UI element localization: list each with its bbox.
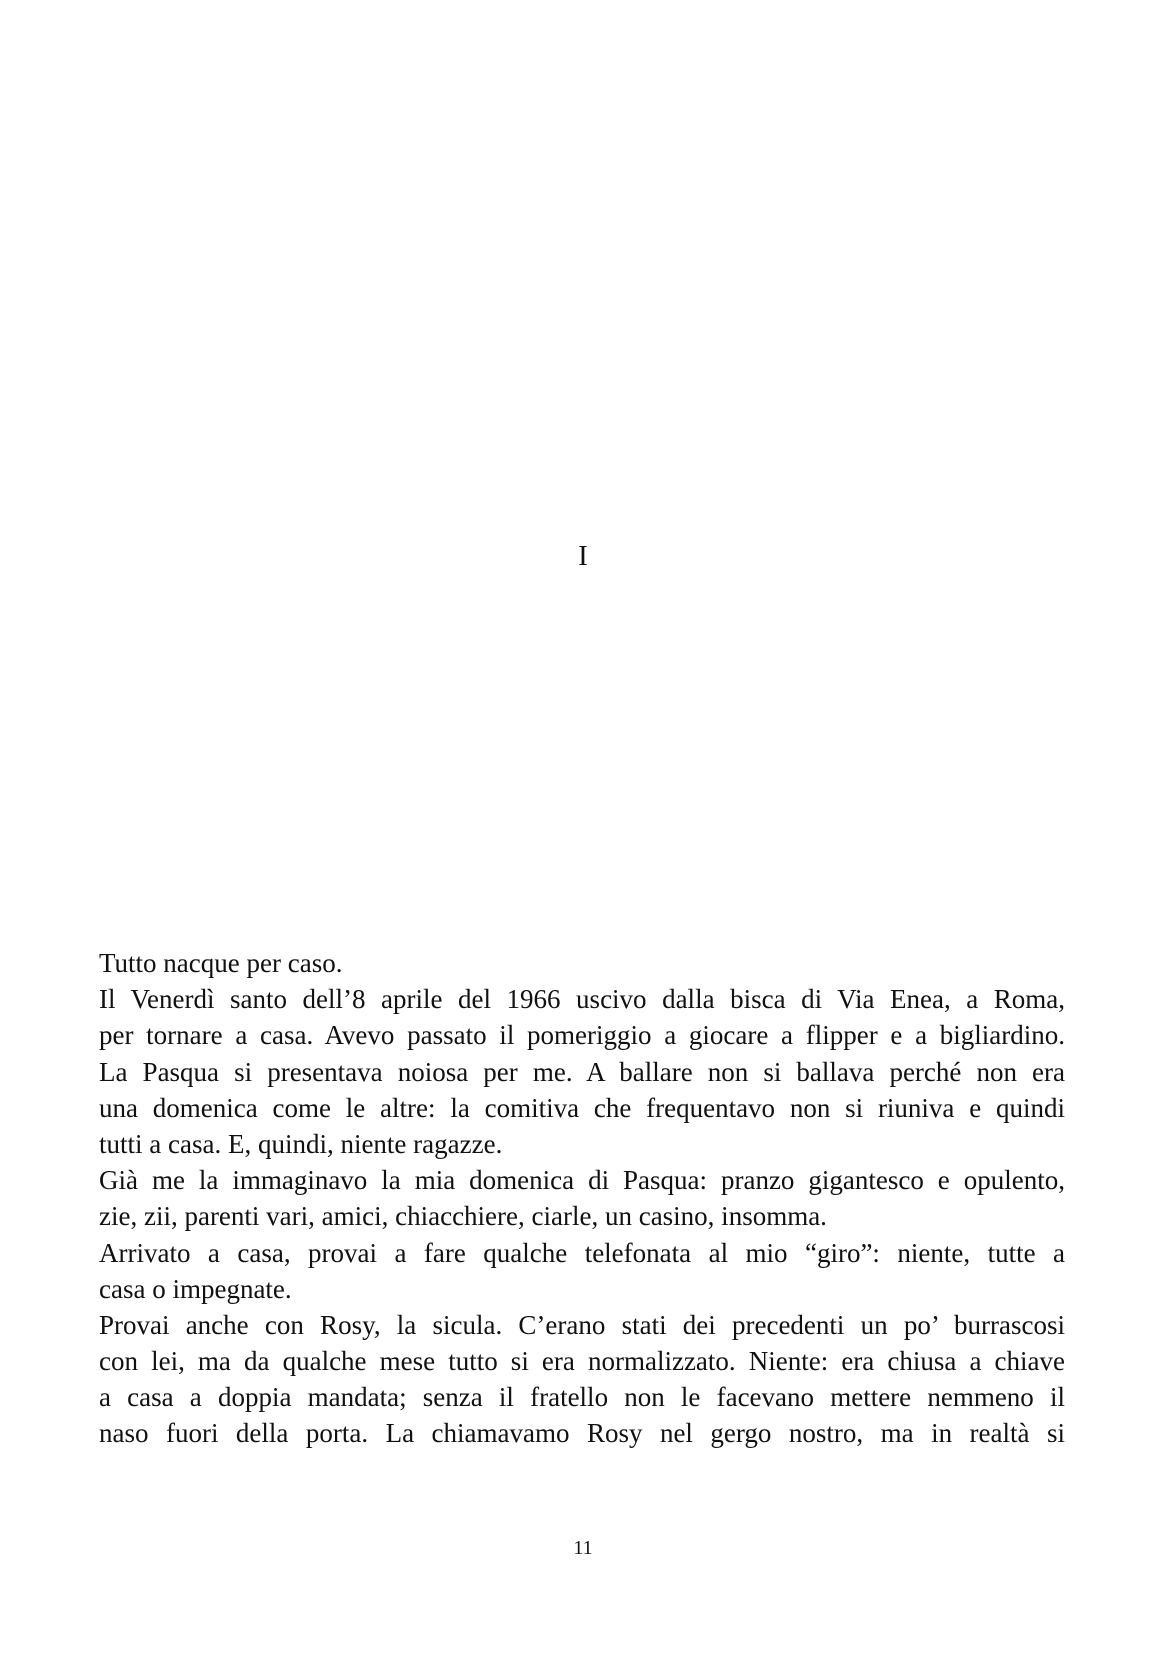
text-line: per tornare a casa. Avevo passato il pomeriggio a giocare a flipper e a bigliardino. <box>99 1020 1065 1051</box>
text-line: una domenica come le altre: la comitiva che frequentavo non si riuniva e quindi <box>99 1092 1065 1123</box>
text-line: Tutto nacque per caso. <box>99 948 343 978</box>
text-line: casa o impegnate. <box>99 1273 292 1304</box>
text-line: zie, zii, parenti vari, amici, chiacchiere, ciarle, un casino, insomma. <box>99 1201 827 1232</box>
text-line: Arrivato a casa, provai a fare qualche telefonata al mio “giro”: niente, tutte a <box>99 1237 1065 1268</box>
text-line: La Pasqua si presentava noiosa per me. A ballare non si ballava perché non era <box>99 1056 1065 1087</box>
body-text <box>99 945 1065 1452</box>
text-line: con lei, ma da qualche mese tutto si era normalizzato. Niente: era chiusa a chiave <box>99 1346 1065 1377</box>
page-number: 11 <box>573 1537 593 1559</box>
text-line: Già me la immaginavo la mia domenica di Pasqua: pranzo gigantesco e opulento, <box>99 1165 1065 1196</box>
text-line: Il Venerdì santo dell’8 aprile del 1966 uscivo dalla bisca di Via Enea, a Roma, <box>99 984 1065 1015</box>
text-line: Provai anche con Rosy, la sicula. C’erano stati dei precedenti un po’ burrascosi <box>99 1309 1065 1340</box>
text-line: a casa a doppia mandata; senza il fratello non le facevano mettere nemmeno il <box>99 1382 1065 1413</box>
text-line: tutti a casa. E, quindi, niente ragazze. <box>99 1128 503 1159</box>
text-line: naso fuori della porta. La chiamavamo Rosy nel gergo nostro, ma in realtà si <box>99 1418 1065 1449</box>
chapter-number: I <box>578 540 588 572</box>
